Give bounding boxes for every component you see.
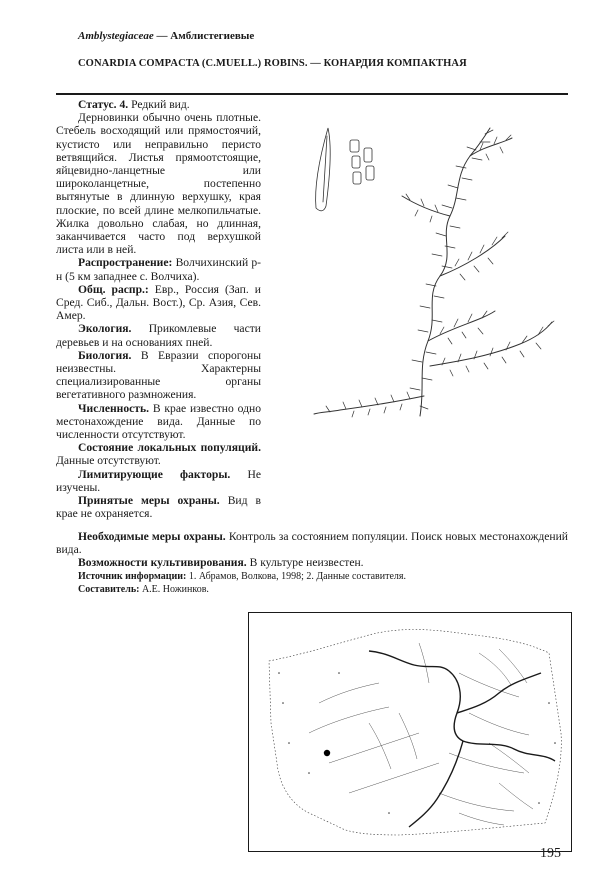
distribution-map: [248, 612, 572, 852]
locality-marker: [324, 750, 330, 756]
section-text: Евр., Россия (Зап. и Сред. Сиб., Дальн. Вост.), Ср. Азия, Сев. Амер.: [56, 282, 261, 323]
sources-label: Источник информации:: [78, 570, 187, 582]
section-abundance: [56, 402, 261, 442]
section-text: В культуре неизвестен.: [246, 556, 364, 570]
page-number: 195: [540, 846, 561, 861]
section-distribution: [56, 256, 261, 282]
author-line: [56, 583, 568, 596]
section-cultivation: [56, 556, 568, 569]
section-text: Прикомлевые части деревьев и на основаниях пней.: [56, 322, 261, 349]
species-title: CONARDIA COMPACTA (C.MUELL.) ROBINS. — КОНАРДИЯ КОМПАКТНАЯ: [78, 58, 467, 69]
section-text: Вид в крае не охраняется.: [56, 494, 261, 521]
left-column: [56, 98, 261, 521]
section-label: Биология.: [78, 348, 132, 362]
header-rule: [56, 93, 568, 95]
author-label: Составитель:: [78, 583, 140, 595]
family-russian: Амблистегиевые: [170, 30, 255, 42]
moss-leaves: [326, 130, 554, 417]
section-text: Данные отсутствуют.: [56, 454, 161, 468]
section-label: Численность.: [78, 401, 150, 415]
section-label: Необходимые меры охраны.: [78, 530, 226, 543]
status-text: Редкий вид.: [128, 98, 190, 111]
section-label: Общ. распр.:: [78, 282, 149, 296]
section-text: Волчихинский р-н (5 км западнее с. Волчиха).: [56, 256, 261, 283]
status-label: Статус. 4.: [78, 98, 129, 111]
section-label: Возможности культивирования.: [78, 556, 247, 570]
section-text: Не изучены.: [56, 467, 261, 494]
full-width-block: [56, 530, 568, 596]
section-text: В крае известно одно местонахождение вида. Данные по численности отсутствуют.: [56, 401, 261, 442]
section-limiting-factors: [56, 468, 261, 494]
map-dots: [278, 672, 556, 814]
description-paragraph: Дерновинки обычно очень плотные. Стебель восходящий или прямостоячий, кустисто или неправильно перисто ветвящийся. Листья прямоотстоящие, яйцевидно-ланцетные или широколанцетные, постепенно вытянутые в длинную верхушку, края плоские, по всей длине мелкопильчатые. Жилка довольно слабая, но длинная, заканчивается часто под верхушкой листа или в ней.: [56, 111, 261, 257]
section-text: В Евразии спорогоны неизвестны. Характерны специализированные органы вегетативного размножения.: [56, 348, 261, 402]
section-protection-needed: [56, 530, 568, 556]
map-minor-rivers: [309, 643, 533, 825]
section-label: Экология.: [78, 322, 132, 336]
author-text: А.Е. Ножинков.: [139, 583, 209, 595]
moss-illustration: [290, 116, 570, 436]
section-label: Лимитирующие факторы.: [78, 467, 231, 481]
section-protection-taken: [56, 494, 261, 520]
section-ecology: [56, 322, 261, 348]
section-general-distribution: [56, 283, 261, 323]
family-separator: —: [153, 30, 171, 42]
family-latin: Amblystegiaceae: [78, 30, 154, 42]
sources-text: 1. Абрамов, Волкова, 1998; 2. Данные составителя.: [186, 570, 406, 582]
section-label: Распространение:: [78, 256, 173, 270]
sources-line: [56, 570, 568, 583]
status-paragraph: [56, 98, 261, 111]
section-text: Контроль за состоянием популяции. Поиск новых местонахождений вида.: [56, 530, 568, 557]
moss-stem: [314, 128, 552, 416]
family-header: [78, 30, 254, 42]
section-biology: [56, 349, 261, 402]
leaf-detail-drawings: [316, 128, 374, 211]
section-label: Состояние локальных популяций.: [78, 441, 261, 455]
section-label: Принятые меры охраны.: [78, 494, 220, 508]
map-major-rivers: [369, 651, 555, 827]
section-local-populations: [56, 441, 261, 467]
